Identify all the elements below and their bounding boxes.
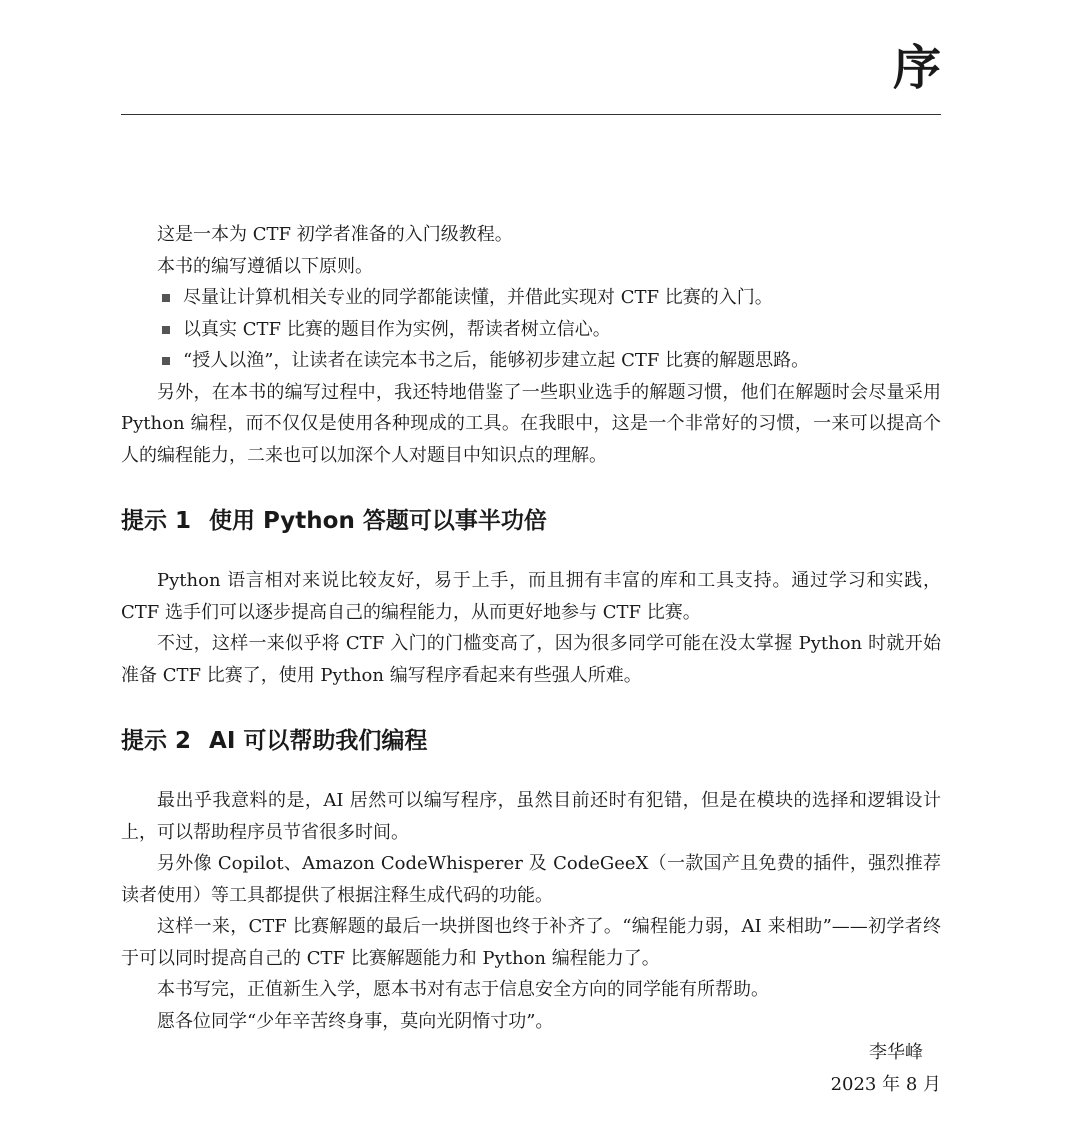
tip1-heading [121, 505, 941, 537]
title-rule [121, 114, 941, 115]
author-signature: 李华峰 [869, 1042, 923, 1063]
principles-list [121, 282, 941, 377]
list-item [121, 345, 941, 377]
tip1-number: 提示 1 [121, 508, 192, 534]
intro-paragraph-1: 这是一本为 CTF 初学者准备的入门级教程。 [157, 224, 513, 245]
list-item [121, 282, 941, 314]
tip2-paragraph-4: 本书写完，正值新生入学，愿本书对有志于信息安全方向的同学能有所帮助。 [157, 979, 769, 1000]
list-item-text: “授人以渔”，让读者在读完本书之后，能够初步建立起 CTF 比赛的解题思路。 [183, 350, 810, 371]
tip1-paragraph-2: 不过，这样一来似乎将 CTF 入门的门槛变高了，因为很多同学可能在没太掌握 Python 时就开始准备 CTF 比赛了，使用 Python 编写程序看起来有些强人所难。 [121, 633, 941, 686]
list-item [121, 314, 941, 346]
tip2-title: AI 可以帮助我们编程 [209, 728, 428, 754]
tip1-title: 使用 Python 答题可以事半功倍 [209, 508, 547, 534]
intro-paragraph-2: 本书的编写遵循以下原则。 [157, 255, 373, 277]
tip2-paragraph-2: 另外像 Copilot、Amazon CodeWhisperer 及 CodeGeeX（一款国产且免费的插件，强烈推荐读者使用）等工具都提供了根据注释生成代码的功能。 [121, 853, 941, 906]
tip2-number: 提示 2 [121, 728, 192, 754]
main-content [121, 219, 941, 1100]
tip2-paragraph-3: 这样一来，CTF 比赛解题的最后一块拼图也终于补齐了。“编程能力弱，AI 来相助”——初学者终于可以同时提高自己的 CTF 比赛解题能力和 Python 编程能力了。 [121, 916, 941, 969]
intro-paragraph-3: 另外，在本书的编写过程中，我还特地借鉴了一些职业选手的解题习惯，他们在解题时会尽量采用 Python 编程，而不仅仅是使用各种现成的工具。在我眼中，这是一个非常好的习惯，一来可以提高个人的编程能力，二来也可以加深个人对题目中知识点的理解。 [121, 381, 941, 466]
page-title: 序 [892, 40, 941, 96]
signature-date: 2023 年 8 月 [830, 1073, 941, 1095]
tip2-heading [121, 725, 941, 757]
tip2-paragraph-5: 愿各位同学“少年辛苦终身事，莫向光阴惰寸功”。 [157, 1010, 554, 1032]
tip2-paragraph-1: 最出乎我意料的是，AI 居然可以编写程序，虽然目前还时有犯错，但是在模块的选择和逻辑设计上，可以帮助程序员节省很多时间。 [121, 790, 941, 843]
tip1-paragraph-1: Python 语言相对来说比较友好，易于上手，而且拥有丰富的库和工具支持。通过学习和实践，CTF 选手们可以逐步提高自己的编程能力，从而更好地参与 CTF 比赛。 [121, 570, 941, 623]
square-bullet-icon [162, 357, 170, 365]
square-bullet-icon [162, 326, 170, 334]
list-item-text: 以真实 CTF 比赛的题目作为实例，帮读者树立信心。 [183, 318, 611, 340]
square-bullet-icon [162, 294, 170, 302]
list-item-text: 尽量让计算机相关专业的同学都能读懂，并借此实现对 CTF 比赛的入门。 [183, 287, 773, 308]
